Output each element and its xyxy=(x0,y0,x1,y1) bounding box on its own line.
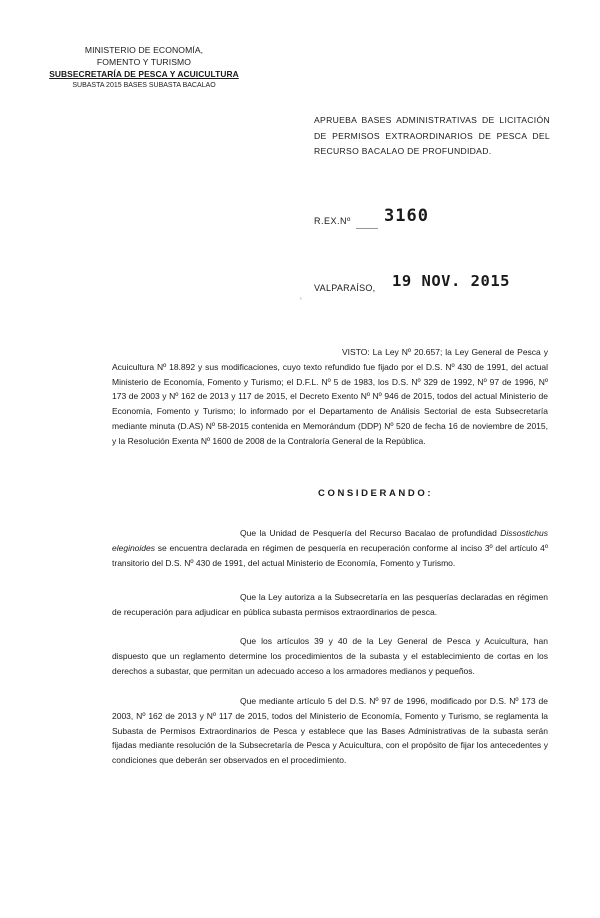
visto-section xyxy=(112,345,548,449)
considerando-2-text: Que la Ley autoriza a la Subsecretaría en las pesquerías declaradas en régimen de recuperación para adjudicar en pública subasta permisos extraordinarios de pesca. xyxy=(112,592,548,617)
considerando-1-text-a: Que la Unidad de Pesquería del Recurso Bacalao de profundidad xyxy=(240,528,501,538)
considerando-heading: CONSIDERANDO: xyxy=(318,488,434,499)
considerando-4 xyxy=(112,694,548,768)
considerando-2 xyxy=(112,590,548,620)
scan-mark: ' xyxy=(300,296,302,306)
ministry-subtitle: FOMENTO Y TURISMO xyxy=(96,57,192,67)
letterhead xyxy=(44,44,244,92)
considerando-1 xyxy=(112,526,548,570)
resolution-number: 3160 xyxy=(384,206,429,226)
place-city: VALPARAÍSO, xyxy=(314,283,376,293)
file-reference: SUBASTA 2015 BASES SUBASTA BACALAO xyxy=(72,82,216,89)
considerando-3-text: Que los artículos 39 y 40 de la Ley General de Pesca y Acuicultura, han dispuesto que un reglamento determine los procedimientos de la subasta y el establecimiento de cortas en los derechos a subastar, que permitan un adecuado acceso a los armadores medianos y pequeños. xyxy=(112,636,548,676)
species-name: Dissostichus eleginoides xyxy=(112,528,548,553)
ministry-name: MINISTERIO DE ECONOMÍA, xyxy=(84,45,204,55)
visto-paragraph: VISTO: La Ley Nº 20.657; la Ley General de Pesca y Acuicultura Nº 18.892 y sus modificaciones, cuyo texto refundido fue fijado por el D.S. Nº 430 de 1991, del actual Ministerio de Economía, Fomento y Turismo; el D.F.L. Nº 5 de 1983, los D.S. Nº 329 de 1992, Nº 97 de 1996, Nº 173 de 2003 y Nº 162 de 2013 y 117 de 2015, el Decreto Exento Nº Nº 946 de 2015, todos del actual Ministerio de Economía, Fomento y Turismo; lo informado por el Departamento de Análisis Sectorial de esta Subsecretaría mediante minuta (D.AS) Nº 58-2015 contenida en Memorándum (DDP) Nº 520 de fecha 16 de noviembre de 2015, y la Resolución Exenta Nº 1600 de 2008 de la Contraloría General de la República. xyxy=(112,347,548,446)
resolution-subject: APRUEBA BASES ADMINISTRATIVAS DE LICITACIÓN DE PERMISOS EXTRAORDINARIOS DE PESCA DEL RECURSO BACALAO DE PROFUNDIDAD. xyxy=(314,115,550,156)
resolution-number-line xyxy=(356,228,378,229)
resolution-date: 19 NOV. 2015 xyxy=(392,272,510,290)
resolution-label: R.EX.Nº xyxy=(314,216,351,226)
considerando-1-text-b: se encuentra declarada en régimen de pesquería en recuperación conforme al inciso 3º del artículo 4º transitorio del D.S. Nº 430 de 1991, del actual Ministerio de Economía, Fomento y Turismo. xyxy=(112,542,548,568)
undersecretariat-name: SUBSECRETARÍA DE PESCA Y ACUICULTURA xyxy=(49,69,239,79)
considerando-3 xyxy=(112,634,548,678)
considerando-4-text: Que mediante artículo 5 del D.S. Nº 97 de 1996, modificado por D.S. Nº 173 de 2003, Nº 162 de 2013 y Nº 117 de 2015, todos del Ministerio de Economía, Fomento y Turismo, se reglamenta la Subasta de Permisos Extraordinarios de Pesca y establece que las Bases Administrativas de la subasta serán fijadas mediante resolución de la Subsecretaría de Pesca y Acuicultura, con el propósito de fijar los antecedentes y condiciones que deberán ser observados en el procedimiento. xyxy=(112,696,548,766)
